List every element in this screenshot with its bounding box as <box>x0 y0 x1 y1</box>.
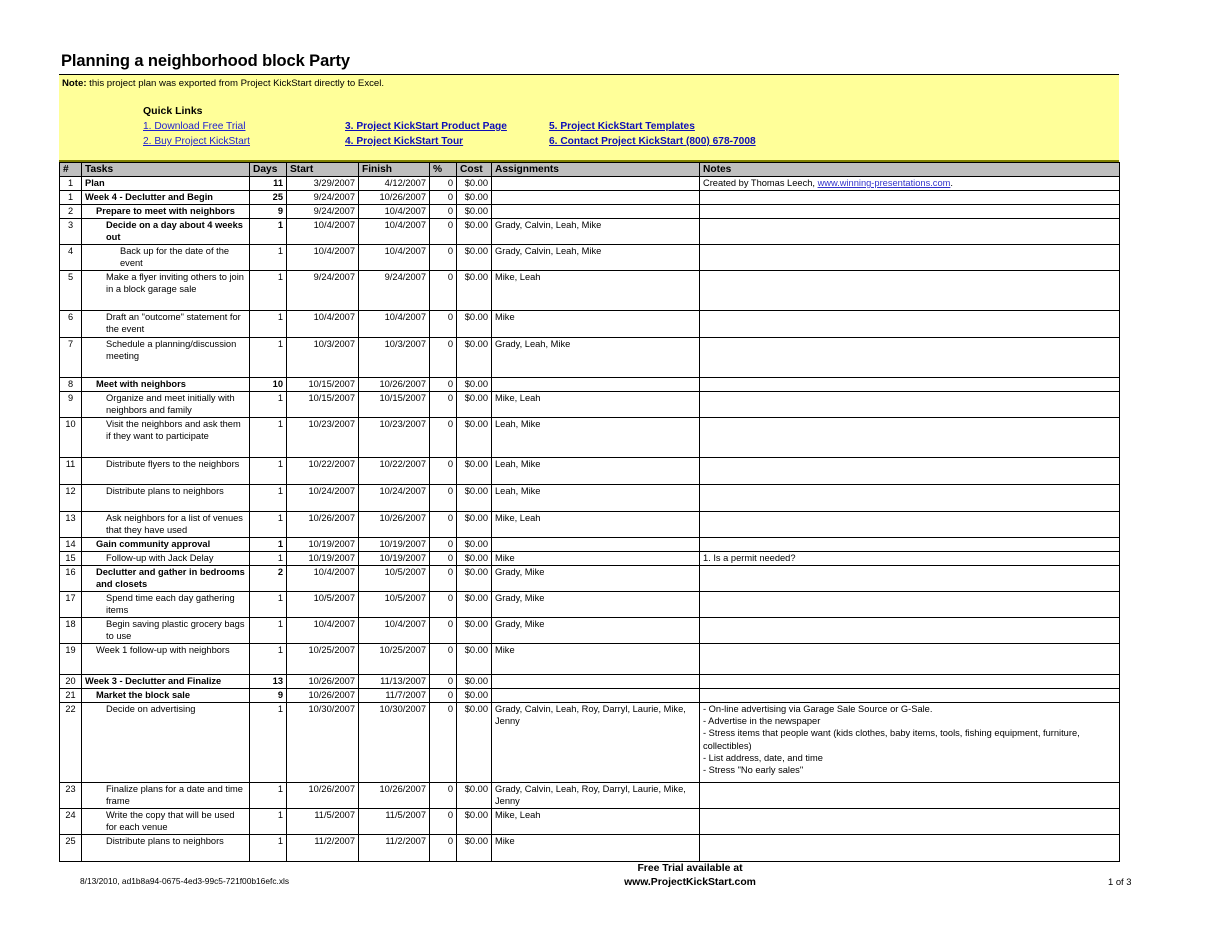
cell-days[interactable]: 10 <box>250 378 287 392</box>
cell-assignments[interactable]: Grady, Calvin, Leah, Roy, Darryl, Laurie, Mike, Jenny <box>492 703 700 783</box>
cell-percent[interactable]: 0 <box>430 512 457 538</box>
cell-finish-date[interactable]: 11/7/2007 <box>359 689 430 703</box>
cell-cost[interactable]: $0.00 <box>457 205 492 219</box>
cell-notes[interactable] <box>700 644 1120 675</box>
cell-percent[interactable]: 0 <box>430 458 457 485</box>
cell-percent[interactable]: 0 <box>430 644 457 675</box>
cell-cost[interactable]: $0.00 <box>457 566 492 592</box>
cell-notes[interactable] <box>700 783 1120 809</box>
cell-finish-date[interactable]: 11/5/2007 <box>359 809 430 835</box>
cell-percent[interactable]: 0 <box>430 538 457 552</box>
cell-finish-date[interactable]: 4/12/2007 <box>359 177 430 191</box>
cell-row-number[interactable]: 21 <box>60 689 82 703</box>
cell-row-number[interactable]: 17 <box>60 592 82 618</box>
cell-row-number[interactable]: 6 <box>60 311 82 338</box>
cell-finish-date[interactable]: 10/5/2007 <box>359 592 430 618</box>
cell-cost[interactable]: $0.00 <box>457 644 492 675</box>
cell-task-name[interactable]: Decide on a day about 4 weeks out <box>82 219 250 245</box>
table-row[interactable] <box>60 689 1120 703</box>
cell-cost[interactable]: $0.00 <box>457 418 492 458</box>
cell-notes[interactable]: Created by Thomas Leech, www.winning-presentations.com. <box>700 177 1120 191</box>
footer-promo-line2: www.ProjectKickStart.com <box>624 877 756 888</box>
table-row[interactable] <box>60 338 1120 378</box>
cell-start-date[interactable]: 9/24/2007 <box>287 271 359 311</box>
cell-notes[interactable] <box>700 703 1120 783</box>
cell-task-name[interactable]: Make a flyer inviting others to join in a block garage sale <box>82 271 250 311</box>
cell-cost[interactable]: $0.00 <box>457 675 492 689</box>
cell-notes[interactable] <box>700 809 1120 835</box>
cell-task-name[interactable]: Draft an "outcome" statement for the event <box>82 311 250 338</box>
notes-line: - List address, date, and time <box>703 752 823 763</box>
column-header-assignments[interactable]: Assignments <box>492 163 700 177</box>
cell-percent[interactable]: 0 <box>430 835 457 862</box>
table-row[interactable] <box>60 538 1120 552</box>
cell-assignments[interactable]: Grady, Leah, Mike <box>492 338 700 378</box>
cell-row-number[interactable]: 4 <box>60 245 82 271</box>
cell-assignments[interactable] <box>492 378 700 392</box>
table-row[interactable] <box>60 675 1120 689</box>
cell-notes[interactable] <box>700 205 1120 219</box>
cell-notes[interactable] <box>700 271 1120 311</box>
cell-days[interactable]: 11 <box>250 177 287 191</box>
cell-task-name[interactable]: Begin saving plastic grocery bags to use <box>82 618 250 644</box>
cell-start-date[interactable]: 10/4/2007 <box>287 311 359 338</box>
cell-row-number[interactable]: 24 <box>60 809 82 835</box>
cell-notes[interactable] <box>700 618 1120 644</box>
cell-start-date[interactable]: 11/5/2007 <box>287 809 359 835</box>
cell-notes[interactable] <box>700 458 1120 485</box>
cell-assignments[interactable]: Leah, Mike <box>492 418 700 458</box>
cell-percent[interactable]: 0 <box>430 219 457 245</box>
cell-days[interactable]: 9 <box>250 205 287 219</box>
cell-row-number[interactable]: 19 <box>60 644 82 675</box>
cell-finish-date[interactable]: 10/4/2007 <box>359 245 430 271</box>
footer-promo <box>540 862 840 890</box>
cell-percent[interactable]: 0 <box>430 338 457 378</box>
cell-task-name[interactable]: Market the block sale <box>82 689 250 703</box>
cell-days[interactable]: 1 <box>250 338 287 378</box>
cell-start-date[interactable]: 10/4/2007 <box>287 566 359 592</box>
table-row[interactable] <box>60 271 1120 311</box>
cell-finish-date[interactable]: 10/5/2007 <box>359 566 430 592</box>
table-row[interactable] <box>60 458 1120 485</box>
column-header-tasks[interactable]: Tasks <box>82 163 250 177</box>
cell-cost[interactable]: $0.00 <box>457 338 492 378</box>
quick-link-product-page[interactable]: 3. Project KickStart Product Page <box>345 121 507 132</box>
cell-row-number[interactable]: 5 <box>60 271 82 311</box>
table-row[interactable] <box>60 205 1120 219</box>
cell-start-date[interactable]: 11/2/2007 <box>287 835 359 862</box>
table-row[interactable] <box>60 809 1120 835</box>
cell-start-date[interactable]: 9/24/2007 <box>287 191 359 205</box>
quick-link-tour[interactable]: 4. Project KickStart Tour <box>345 136 464 147</box>
cell-days[interactable]: 1 <box>250 485 287 512</box>
cell-finish-date[interactable]: 10/22/2007 <box>359 458 430 485</box>
cell-row-number[interactable]: 14 <box>60 538 82 552</box>
cell-days[interactable]: 1 <box>250 552 287 566</box>
column-header-notes[interactable]: Notes <box>700 163 1120 177</box>
cell-percent[interactable]: 0 <box>430 618 457 644</box>
cell-assignments[interactable]: Mike <box>492 552 700 566</box>
cell-percent[interactable]: 0 <box>430 418 457 458</box>
cell-row-number[interactable]: 8 <box>60 378 82 392</box>
cell-days[interactable]: 1 <box>250 418 287 458</box>
cell-finish-date[interactable]: 9/24/2007 <box>359 271 430 311</box>
notes-line: - Stress items that people want (kids clothes, baby items, tools, fishing equipment, furniture, collectibles) <box>703 728 1080 751</box>
cell-cost[interactable]: $0.00 <box>457 245 492 271</box>
cell-assignments[interactable]: Grady, Mike <box>492 592 700 618</box>
cell-notes[interactable] <box>700 566 1120 592</box>
cell-cost[interactable]: $0.00 <box>457 618 492 644</box>
cell-notes[interactable] <box>700 392 1120 418</box>
table-row[interactable] <box>60 418 1120 458</box>
table-row[interactable] <box>60 835 1120 862</box>
cell-percent[interactable]: 0 <box>430 392 457 418</box>
cell-percent[interactable]: 0 <box>430 592 457 618</box>
cell-days[interactable]: 1 <box>250 703 287 783</box>
cell-assignments[interactable]: Mike <box>492 644 700 675</box>
cell-percent[interactable]: 0 <box>430 703 457 783</box>
cell-percent[interactable]: 0 <box>430 783 457 809</box>
cell-cost[interactable]: $0.00 <box>457 592 492 618</box>
cell-cost[interactable]: $0.00 <box>457 392 492 418</box>
cell-days[interactable]: 2 <box>250 566 287 592</box>
cell-assignments[interactable]: Grady, Calvin, Leah, Mike <box>492 219 700 245</box>
cell-days[interactable]: 1 <box>250 219 287 245</box>
cell-cost[interactable]: $0.00 <box>457 512 492 538</box>
table-row[interactable] <box>60 392 1120 418</box>
table-row[interactable] <box>60 191 1120 205</box>
cell-finish-date[interactable]: 10/24/2007 <box>359 485 430 512</box>
cell-days[interactable]: 1 <box>250 644 287 675</box>
cell-days[interactable]: 1 <box>250 538 287 552</box>
cell-row-number[interactable]: 13 <box>60 512 82 538</box>
cell-row-number[interactable]: 20 <box>60 675 82 689</box>
cell-percent[interactable]: 0 <box>430 311 457 338</box>
table-row[interactable] <box>60 485 1120 512</box>
cell-row-number[interactable]: 3 <box>60 219 82 245</box>
cell-row-number[interactable]: 1 <box>60 191 82 205</box>
cell-finish-date[interactable]: 10/26/2007 <box>359 783 430 809</box>
table-row[interactable] <box>60 552 1120 566</box>
cell-cost[interactable]: $0.00 <box>457 177 492 191</box>
cell-start-date[interactable]: 10/3/2007 <box>287 338 359 378</box>
cell-notes[interactable] <box>700 219 1120 245</box>
cell-task-name[interactable]: Ask neighbors for a list of venues that they have used <box>82 512 250 538</box>
cell-task-name[interactable]: Distribute flyers to the neighbors <box>82 458 250 485</box>
cell-assignments[interactable] <box>492 675 700 689</box>
cell-row-number[interactable]: 2 <box>60 205 82 219</box>
table-row[interactable] <box>60 703 1120 783</box>
cell-task-name[interactable]: Week 1 follow-up with neighbors <box>82 644 250 675</box>
cell-percent[interactable]: 0 <box>430 191 457 205</box>
cell-task-name[interactable]: Decide on advertising <box>82 703 250 783</box>
cell-days[interactable]: 25 <box>250 191 287 205</box>
cell-assignments[interactable]: Grady, Calvin, Leah, Roy, Darryl, Laurie, Mike, Jenny <box>492 783 700 809</box>
table-row[interactable] <box>60 311 1120 338</box>
cell-cost[interactable]: $0.00 <box>457 219 492 245</box>
notes-line: - On-line advertising via Garage Sale Source or G-Sale. <box>703 704 933 714</box>
cell-notes[interactable] <box>700 245 1120 271</box>
cell-task-name[interactable]: Week 4 - Declutter and Begin <box>82 191 250 205</box>
cell-notes[interactable] <box>700 311 1120 338</box>
cell-finish-date[interactable]: 10/4/2007 <box>359 311 430 338</box>
cell-finish-date[interactable]: 10/30/2007 <box>359 703 430 783</box>
cell-cost[interactable]: $0.00 <box>457 485 492 512</box>
cell-percent[interactable]: 0 <box>430 485 457 512</box>
cell-start-date[interactable]: 10/5/2007 <box>287 592 359 618</box>
cell-cost[interactable]: $0.00 <box>457 458 492 485</box>
quick-links-heading: Quick Links <box>143 105 203 117</box>
notes-hyperlink[interactable]: www.winning-presentations.com <box>817 178 951 188</box>
cell-percent[interactable]: 0 <box>430 566 457 592</box>
table-row[interactable] <box>60 177 1120 191</box>
cell-days[interactable]: 1 <box>250 392 287 418</box>
cell-assignments[interactable]: Mike, Leah <box>492 512 700 538</box>
cell-task-name[interactable]: Prepare to meet with neighbors <box>82 205 250 219</box>
cell-start-date[interactable]: 10/30/2007 <box>287 703 359 783</box>
cell-row-number[interactable]: 12 <box>60 485 82 512</box>
note-text: this project plan was exported from Project KickStart directly to Excel. <box>86 78 385 89</box>
column-header-cost[interactable]: Cost <box>457 163 492 177</box>
cell-row-number[interactable]: 10 <box>60 418 82 458</box>
cell-days[interactable]: 1 <box>250 618 287 644</box>
table-body <box>60 177 1120 862</box>
cell-finish-date[interactable]: 10/26/2007 <box>359 512 430 538</box>
cell-task-name[interactable]: Write the copy that will be used for each venue <box>82 809 250 835</box>
table-header-row <box>60 163 1120 177</box>
table-row[interactable] <box>60 512 1120 538</box>
cell-start-date[interactable]: 10/23/2007 <box>287 418 359 458</box>
notes-line: - Stress "No early sales" <box>703 765 804 776</box>
cell-task-name[interactable]: Spend time each day gathering items <box>82 592 250 618</box>
cell-finish-date[interactable]: 11/13/2007 <box>359 675 430 689</box>
cell-days[interactable]: 1 <box>250 592 287 618</box>
footer-promo-line1: Free Trial available at <box>637 863 743 874</box>
footer-file-info: 8/13/2010, ad1b8a94-0675-4ed3-99c5-721f00b16efc.xls <box>80 876 290 886</box>
cell-assignments[interactable] <box>492 205 700 219</box>
cell-days[interactable]: 1 <box>250 458 287 485</box>
cell-start-date[interactable]: 9/24/2007 <box>287 205 359 219</box>
cell-start-date[interactable]: 10/25/2007 <box>287 644 359 675</box>
cell-cost[interactable]: $0.00 <box>457 835 492 862</box>
cell-finish-date[interactable]: 10/3/2007 <box>359 338 430 378</box>
cell-task-name[interactable]: Organize and meet initially with neighbors and family <box>82 392 250 418</box>
cell-percent[interactable]: 0 <box>430 809 457 835</box>
column-header-start[interactable]: Start <box>287 163 359 177</box>
cell-row-number[interactable]: 11 <box>60 458 82 485</box>
cell-row-number[interactable]: 18 <box>60 618 82 644</box>
cell-task-name[interactable]: Finalize plans for a date and time frame <box>82 783 250 809</box>
cell-assignments[interactable]: Mike <box>492 311 700 338</box>
cell-assignments[interactable] <box>492 689 700 703</box>
cell-cost[interactable]: $0.00 <box>457 689 492 703</box>
cell-finish-date[interactable]: 10/19/2007 <box>359 538 430 552</box>
cell-cost[interactable]: $0.00 <box>457 783 492 809</box>
cell-notes[interactable] <box>700 418 1120 458</box>
cell-task-name[interactable]: Distribute plans to neighbors <box>82 835 250 862</box>
cell-days[interactable]: 1 <box>250 245 287 271</box>
cell-percent[interactable]: 0 <box>430 271 457 311</box>
cell-start-date[interactable]: 10/4/2007 <box>287 618 359 644</box>
cell-finish-date[interactable]: 10/4/2007 <box>359 618 430 644</box>
cell-row-number[interactable]: 1 <box>60 177 82 191</box>
cell-finish-date[interactable]: 10/25/2007 <box>359 644 430 675</box>
cell-notes[interactable] <box>700 485 1120 512</box>
cell-row-number[interactable]: 7 <box>60 338 82 378</box>
cell-notes[interactable] <box>700 835 1120 862</box>
cell-notes[interactable]: 1. Is a permit needed? <box>700 552 1120 566</box>
table-row[interactable] <box>60 783 1120 809</box>
cell-assignments[interactable]: Mike, Leah <box>492 392 700 418</box>
cell-assignments[interactable]: Mike, Leah <box>492 809 700 835</box>
cell-days[interactable]: 1 <box>250 809 287 835</box>
cell-days[interactable]: 9 <box>250 689 287 703</box>
cell-row-number[interactable]: 25 <box>60 835 82 862</box>
cell-start-date[interactable]: 10/19/2007 <box>287 552 359 566</box>
cell-days[interactable]: 1 <box>250 271 287 311</box>
cell-assignments[interactable]: Leah, Mike <box>492 458 700 485</box>
cell-finish-date[interactable]: 10/23/2007 <box>359 418 430 458</box>
notes-line: - Advertise in the newspaper <box>703 716 821 727</box>
cell-days[interactable]: 1 <box>250 512 287 538</box>
cell-start-date[interactable]: 10/26/2007 <box>287 675 359 689</box>
cell-finish-date[interactable]: 10/19/2007 <box>359 552 430 566</box>
cell-start-date[interactable]: 10/24/2007 <box>287 485 359 512</box>
footer-page-number: 1 of 3 <box>1108 876 1132 887</box>
cell-row-number[interactable]: 23 <box>60 783 82 809</box>
cell-start-date[interactable]: 10/15/2007 <box>287 392 359 418</box>
cell-task-name[interactable]: Declutter and gather in bedrooms and closets <box>82 566 250 592</box>
cell-days[interactable]: 1 <box>250 311 287 338</box>
quick-link-templates[interactable]: 5. Project KickStart Templates <box>549 121 695 132</box>
cell-task-name[interactable]: Meet with neighbors <box>82 378 250 392</box>
cell-cost[interactable]: $0.00 <box>457 703 492 783</box>
cell-row-number[interactable]: 22 <box>60 703 82 783</box>
quick-link-contact[interactable]: 6. Contact Project KickStart (800) 678-7008 <box>549 136 756 147</box>
quick-link-download-free-trial[interactable]: 1. Download Free Trial <box>143 121 246 132</box>
cell-cost[interactable]: $0.00 <box>457 809 492 835</box>
cell-notes[interactable] <box>700 338 1120 378</box>
cell-start-date[interactable]: 10/4/2007 <box>287 219 359 245</box>
cell-days[interactable]: 1 <box>250 835 287 862</box>
cell-start-date[interactable]: 10/4/2007 <box>287 245 359 271</box>
cell-cost[interactable]: $0.00 <box>457 538 492 552</box>
cell-cost[interactable]: $0.00 <box>457 378 492 392</box>
cell-assignments[interactable] <box>492 191 700 205</box>
cell-percent[interactable]: 0 <box>430 552 457 566</box>
cell-row-number[interactable]: 15 <box>60 552 82 566</box>
cell-start-date[interactable]: 10/26/2007 <box>287 689 359 703</box>
cell-percent[interactable]: 0 <box>430 245 457 271</box>
cell-start-date[interactable]: 10/22/2007 <box>287 458 359 485</box>
table-row[interactable] <box>60 245 1120 271</box>
table-row[interactable] <box>60 618 1120 644</box>
cell-task-name[interactable]: Week 3 - Declutter and Finalize <box>82 675 250 689</box>
cell-task-name[interactable]: Distribute plans to neighbors <box>82 485 250 512</box>
cell-notes[interactable] <box>700 675 1120 689</box>
cell-cost[interactable]: $0.00 <box>457 311 492 338</box>
column-header-percent[interactable]: % <box>430 163 457 177</box>
cell-notes[interactable] <box>700 689 1120 703</box>
cell-assignments[interactable]: Mike, Leah <box>492 271 700 311</box>
cell-finish-date[interactable]: 10/26/2007 <box>359 378 430 392</box>
page-title: Planning a neighborhood block Party <box>61 52 350 70</box>
table-row[interactable] <box>60 378 1120 392</box>
cell-finish-date[interactable]: 10/26/2007 <box>359 191 430 205</box>
table-row[interactable] <box>60 592 1120 618</box>
cell-days[interactable]: 1 <box>250 783 287 809</box>
column-header-days[interactable]: Days <box>250 163 287 177</box>
cell-start-date[interactable]: 10/15/2007 <box>287 378 359 392</box>
cell-start-date[interactable]: 10/26/2007 <box>287 512 359 538</box>
cell-percent[interactable]: 0 <box>430 675 457 689</box>
cell-finish-date[interactable]: 10/4/2007 <box>359 219 430 245</box>
cell-task-name[interactable]: Follow-up with Jack Delay <box>82 552 250 566</box>
cell-notes[interactable] <box>700 592 1120 618</box>
cell-finish-date[interactable]: 10/15/2007 <box>359 392 430 418</box>
cell-assignments[interactable]: Grady, Mike <box>492 618 700 644</box>
cell-task-name[interactable]: Schedule a planning/discussion meeting <box>82 338 250 378</box>
table-row[interactable] <box>60 566 1120 592</box>
cell-percent[interactable]: 0 <box>430 205 457 219</box>
column-header-finish[interactable]: Finish <box>359 163 430 177</box>
cell-row-number[interactable]: 9 <box>60 392 82 418</box>
cell-percent[interactable]: 0 <box>430 177 457 191</box>
quick-links-note-block <box>59 74 1119 162</box>
cell-cost[interactable]: $0.00 <box>457 552 492 566</box>
cell-percent[interactable]: 0 <box>430 378 457 392</box>
cell-task-name[interactable]: Back up for the date of the event <box>82 245 250 271</box>
cell-task-name[interactable]: Gain community approval <box>82 538 250 552</box>
cell-assignments[interactable] <box>492 538 700 552</box>
task-table <box>59 162 1120 862</box>
cell-start-date[interactable]: 3/29/2007 <box>287 177 359 191</box>
table-row[interactable] <box>60 219 1120 245</box>
cell-days[interactable]: 13 <box>250 675 287 689</box>
cell-finish-date[interactable]: 10/4/2007 <box>359 205 430 219</box>
cell-assignments[interactable]: Grady, Calvin, Leah, Mike <box>492 245 700 271</box>
cell-percent[interactable]: 0 <box>430 689 457 703</box>
cell-task-name[interactable]: Visit the neighbors and ask them if they want to participate <box>82 418 250 458</box>
column-header-number[interactable]: # <box>60 163 82 177</box>
export-note <box>62 78 384 89</box>
cell-cost[interactable]: $0.00 <box>457 191 492 205</box>
cell-notes[interactable] <box>700 512 1120 538</box>
cell-notes[interactable] <box>700 191 1120 205</box>
table-row[interactable] <box>60 644 1120 675</box>
cell-finish-date[interactable]: 11/2/2007 <box>359 835 430 862</box>
cell-assignments[interactable]: Mike <box>492 835 700 862</box>
cell-start-date[interactable]: 10/19/2007 <box>287 538 359 552</box>
cell-notes[interactable] <box>700 378 1120 392</box>
quick-link-buy-project-kickstart[interactable]: 2. Buy Project KickStart <box>143 136 251 147</box>
cell-cost[interactable]: $0.00 <box>457 271 492 311</box>
cell-assignments[interactable]: Leah, Mike <box>492 485 700 512</box>
cell-task-name[interactable]: Plan <box>82 177 250 191</box>
cell-assignments[interactable]: Grady, Mike <box>492 566 700 592</box>
note-label: Note: <box>62 78 87 89</box>
cell-assignments[interactable] <box>492 177 700 191</box>
cell-notes[interactable] <box>700 538 1120 552</box>
cell-start-date[interactable]: 10/26/2007 <box>287 783 359 809</box>
cell-row-number[interactable]: 16 <box>60 566 82 592</box>
